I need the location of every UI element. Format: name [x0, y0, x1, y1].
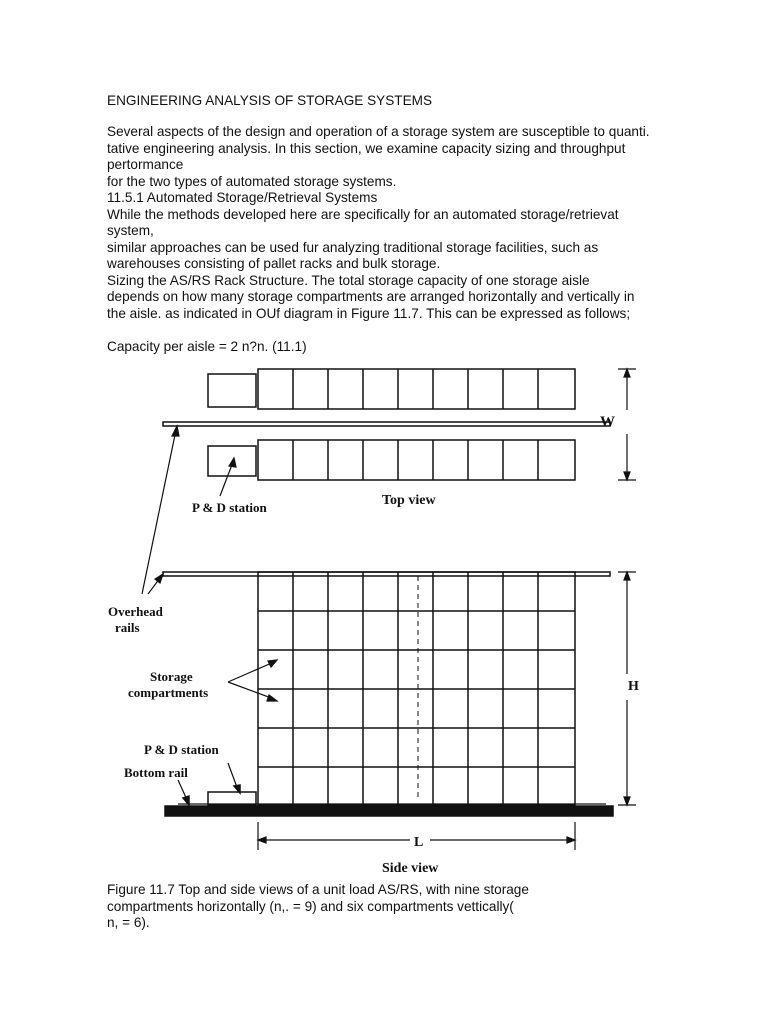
figure-caption [107, 882, 667, 932]
asrs-figure [108, 360, 639, 880]
label-storage-2: compartments [128, 685, 209, 700]
storage-leaders [228, 660, 277, 701]
paragraph-line: pertormance [107, 157, 184, 172]
label-h: H [628, 679, 639, 694]
label-l: L [414, 835, 424, 850]
top-view-lower-rack [208, 440, 575, 480]
paragraph-line: tative engineering analysis. In this section, we examine capacity sizing and throughput [107, 140, 626, 156]
paragraph-line: Sizing the AS/RS Rack Structure. The total storage capacity of one storage aisle [107, 272, 590, 288]
top-view-upper-rack [208, 369, 575, 409]
top-view-overhead-rail [163, 422, 610, 426]
paragraph-line: Several aspects of the design and operation of a storage system are susceptible to quanti. [107, 124, 650, 139]
caption-line: compartments horizontally (n,. = 9) and six compartments vettically( [107, 898, 514, 914]
paragraph-line: While the methods developed here are specifically for an automated storage/retrievat [107, 206, 619, 222]
side-pd-station [208, 792, 256, 805]
label-pd-station-top: P & D station [192, 500, 267, 515]
label-storage-1: Storage [150, 669, 193, 684]
paragraph-line: system, [107, 223, 154, 238]
capacity-formula [107, 339, 667, 356]
label-bottom-rail: Bottom rail [124, 765, 188, 780]
heading-text: ENGINEERING ANALYSIS OF STORAGE SYSTEMS [107, 93, 433, 108]
paragraph-line: warehouses consisting of pallet racks and bulk storage. [107, 256, 441, 271]
section-heading [107, 93, 667, 110]
floor-slab [165, 806, 613, 816]
formula-text: Capacity per aisle = 2 n?n. (11.1) [107, 339, 307, 354]
side-view-rack [258, 572, 575, 805]
paragraph-line: for the two types of automated storage systems. [107, 173, 397, 189]
label-w: W [600, 414, 615, 430]
label-overhead-rails-2: rails [115, 620, 140, 635]
caption-line: n, = 6). [107, 915, 150, 930]
w-dimension [618, 369, 636, 480]
paragraph-line: 11.5.1 Automated Storage/Retrieval Systems [107, 190, 378, 205]
label-top-view: Top view [382, 493, 436, 508]
label-overhead-rails-1: Overhead [108, 604, 163, 619]
paragraph-line: depends on how many storage compartments are arranged horizontally and vertically in [107, 289, 635, 304]
paragraph-line: the aisle. as indicated in OUf diagram in Figure 11.7. This can be expressed as follows; [107, 305, 631, 321]
paragraph-line: similar approaches can be used fur analyzing traditional storage facilities, such as [107, 239, 599, 255]
body-paragraph [107, 124, 667, 322]
caption-line: Figure 11.7 Top and side views of a unit load AS/RS, with nine storage [107, 882, 529, 897]
label-side-view: Side view [382, 861, 439, 876]
label-pd-station-side: P & D station [144, 742, 219, 757]
